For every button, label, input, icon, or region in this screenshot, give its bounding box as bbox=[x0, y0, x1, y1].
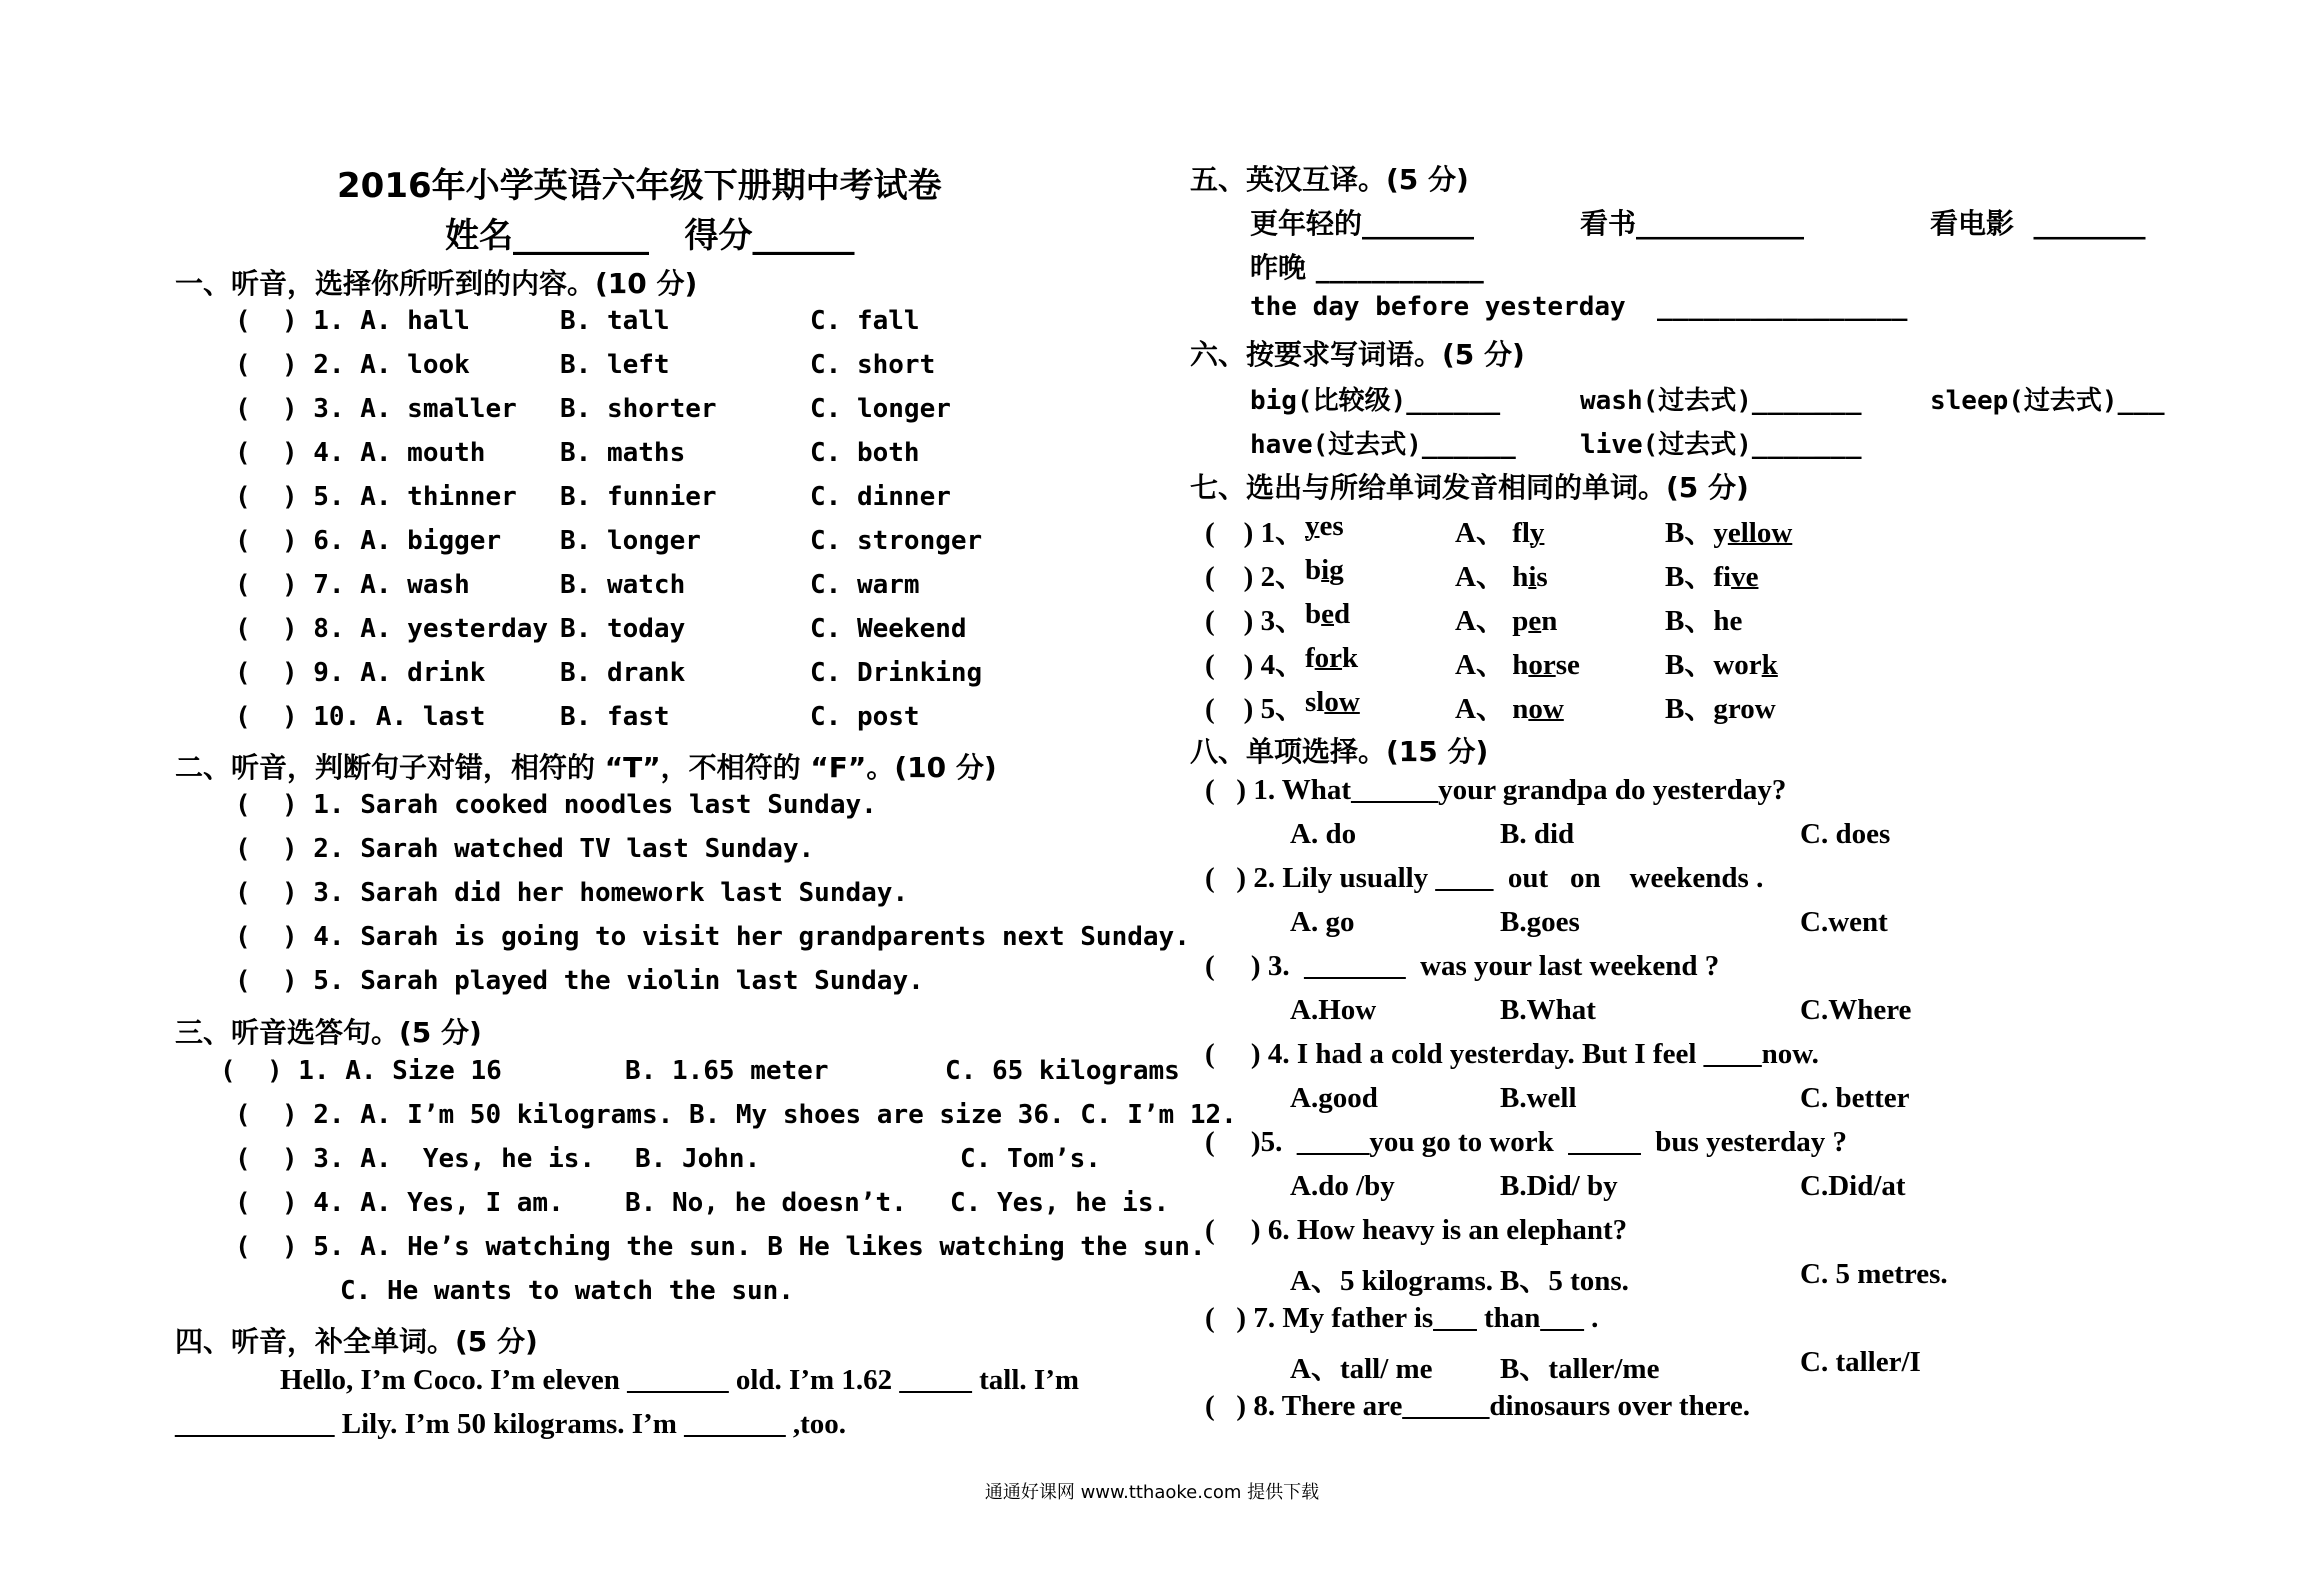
s3-q4-b: B. No, he doesn’t. bbox=[625, 1188, 907, 1218]
s3-q3-b: B. John. bbox=[635, 1144, 761, 1174]
s8-q-3-opt-2: B.What bbox=[1500, 994, 1596, 1026]
s8-q-4-opt-2: B.well bbox=[1500, 1082, 1577, 1114]
s8-q-1-opt-3: C. does bbox=[1800, 818, 1891, 850]
s1-row-7-b: B. watch bbox=[560, 570, 686, 600]
s8-q-6: ( ) 6. How heavy is an elephant? bbox=[1205, 1214, 1628, 1246]
s8-q-7-opt-3: C. taller/I bbox=[1800, 1346, 1921, 1378]
s8-q-6-opt-1: A、5 kilograms. bbox=[1290, 1265, 1494, 1297]
s1-row-3-b: B. shorter bbox=[560, 394, 717, 424]
s7-row-5-w: slow bbox=[1305, 686, 1360, 718]
s7-row-2-w: big bbox=[1305, 554, 1344, 586]
s1-row-10-c: C. post bbox=[810, 702, 920, 732]
s7-row-3: ( ) 3、 bbox=[1205, 605, 1305, 637]
s3-q3: ( ) 3. A. Yes, he is. bbox=[235, 1144, 596, 1174]
s8-q-1-opt-1: A. do bbox=[1290, 818, 1357, 850]
section-5-heading: 五、英汉互译。(5 分) bbox=[1190, 163, 1469, 196]
s1-row-9-c: C. Drinking bbox=[810, 658, 983, 688]
s7-row-2-b: B、five bbox=[1665, 561, 1759, 593]
s8-q-6-opt-2: B、5 tons. bbox=[1500, 1265, 1629, 1297]
s8-q-1-opt-2: B. did bbox=[1500, 818, 1575, 850]
s7-row-4-a: A、 horse bbox=[1455, 649, 1580, 681]
s1-row-2: ( ) 2. A. look bbox=[235, 350, 470, 380]
s1-row-5: ( ) 5. A. thinner bbox=[235, 482, 517, 512]
s1-row-6: ( ) 6. A. bigger bbox=[235, 526, 502, 556]
s6-item-d: have(过去式)______ bbox=[1250, 430, 1516, 460]
s1-row-1-b: B. tall bbox=[560, 306, 670, 336]
section-2-heading: 二、听音，判断句子对错，相符的 “T”，不相符的 “F”。(10 分) bbox=[175, 751, 997, 784]
s5-item-c: 看电影 ________ bbox=[1930, 207, 2146, 240]
name-score-line: 姓名________ 得分______ bbox=[445, 216, 855, 256]
s1-row-3-c: C. longer bbox=[810, 394, 951, 424]
s3-q3-c: C. Tom’s. bbox=[960, 1144, 1101, 1174]
s8-q-5-opt-3: C.Did/at bbox=[1800, 1170, 1906, 1202]
s1-row-2-c: C. short bbox=[810, 350, 936, 380]
s3-q5: ( ) 5. A. He’s watching the sun. B He likes watching the sun. bbox=[235, 1232, 1206, 1262]
s4-line-1: Hello, I’m Coco. I’m eleven _______ old. I’m 1.62 _____ tall. I’m bbox=[280, 1364, 1080, 1396]
section-8-heading: 八、单项选择。(15 分) bbox=[1190, 735, 1489, 768]
s1-row-7-c: C. warm bbox=[810, 570, 920, 600]
s8-q-2-opt-1: A. go bbox=[1290, 906, 1355, 938]
s8-q-3-opt-3: C.Where bbox=[1800, 994, 1912, 1026]
s3-q4: ( ) 4. A. Yes, I am. bbox=[235, 1188, 564, 1218]
s7-row-4-b: B、work bbox=[1665, 649, 1778, 681]
s7-row-4: ( ) 4、 bbox=[1205, 649, 1305, 681]
s1-row-4-c: C. both bbox=[810, 438, 920, 468]
s7-row-3-b: B、he bbox=[1665, 605, 1743, 637]
s8-q-5: ( )5. _____you go to work _____ bus yesterday ? bbox=[1205, 1126, 1848, 1158]
s3-q2: ( ) 2. A. I’m 50 kilograms. B. My shoes are size 36. C. I’m 12. bbox=[235, 1100, 1237, 1130]
section-6-heading: 六、按要求写词语。(5 分) bbox=[1190, 338, 1525, 371]
s3-q1-b: B. 1.65 meter bbox=[625, 1056, 829, 1086]
s2-row-1: ( ) 1. Sarah cooked noodles last Sunday. bbox=[235, 790, 877, 820]
s7-row-1-a: A、 fly bbox=[1455, 517, 1545, 549]
section-1-heading: 一、听音，选择你所听到的内容。(10 分) bbox=[175, 267, 698, 300]
s6-item-e: live(过去式)_______ bbox=[1580, 430, 1862, 460]
s7-row-3-a: A、 pen bbox=[1455, 605, 1558, 637]
s7-row-5-b: B、grow bbox=[1665, 693, 1776, 725]
s2-row-4: ( ) 4. Sarah is going to visit her grandparents next Sunday. bbox=[235, 922, 1190, 952]
s8-q-3-opt-1: A.How bbox=[1290, 994, 1377, 1026]
s4-line-2: ___________ Lily. I’m 50 kilograms. I’m _______ ,too. bbox=[175, 1408, 847, 1440]
s1-row-5-c: C. dinner bbox=[810, 482, 951, 512]
s7-row-1-b: B、yellow bbox=[1665, 517, 1793, 549]
s7-row-1: ( ) 1、 bbox=[1205, 517, 1305, 549]
s7-row-5-a: A、 now bbox=[1455, 693, 1564, 725]
s3-q5-c: C. He wants to watch the sun. bbox=[340, 1276, 794, 1306]
s3-q1-c: C. 65 kilograms bbox=[945, 1056, 1180, 1086]
s8-q-8: ( ) 8. There are______dinosaurs over there. bbox=[1205, 1390, 1751, 1422]
s6-item-c: sleep(过去式)___ bbox=[1930, 386, 2165, 416]
s1-row-8: ( ) 8. A. yesterday bbox=[235, 614, 549, 644]
s1-row-8-c: C. Weekend bbox=[810, 614, 967, 644]
s1-row-6-b: B. longer bbox=[560, 526, 701, 556]
s7-row-3-w: bed bbox=[1305, 598, 1351, 630]
s1-row-2-b: B. left bbox=[560, 350, 670, 380]
s1-row-7: ( ) 7. A. wash bbox=[235, 570, 470, 600]
s1-row-3: ( ) 3. A. smaller bbox=[235, 394, 517, 424]
s6-item-b: wash(过去式)_______ bbox=[1580, 386, 1862, 416]
s8-q-5-opt-1: A.do /by bbox=[1290, 1170, 1395, 1202]
s7-row-2: ( ) 2、 bbox=[1205, 561, 1305, 593]
s1-row-1-c: C. fall bbox=[810, 306, 920, 336]
s3-q4-c: C. Yes, he is. bbox=[950, 1188, 1170, 1218]
s8-q-7: ( ) 7. My father is___ than___ . bbox=[1205, 1302, 1599, 1334]
s8-q-2-opt-2: B.goes bbox=[1500, 906, 1580, 938]
s8-q-2: ( ) 2. Lily usually ____ out on weekends . bbox=[1205, 862, 1764, 894]
footer-credit: 通通好课网 www.tthaoke.com 提供下载 bbox=[984, 1482, 1320, 1503]
s8-q-7-opt-1: A、tall/ me bbox=[1290, 1353, 1433, 1385]
s1-row-8-b: B. today bbox=[560, 614, 686, 644]
s8-q-5-opt-2: B.Did/ by bbox=[1500, 1170, 1618, 1202]
section-7-heading: 七、选出与所给单词发音相同的单词。(5 分) bbox=[1190, 471, 1749, 504]
s1-row-10: ( ) 10. A. last bbox=[235, 702, 486, 732]
s8-q-4-opt-3: C. better bbox=[1800, 1082, 1910, 1114]
s7-row-4-w: fork bbox=[1305, 642, 1359, 674]
section-3-heading: 三、听音选答句。(5 分) bbox=[175, 1016, 482, 1049]
s7-row-1-w: yes bbox=[1305, 510, 1344, 542]
s1-row-5-b: B. funnier bbox=[560, 482, 717, 512]
s8-q-4-opt-1: A.good bbox=[1290, 1082, 1378, 1114]
s5-item-b: 看书____________ bbox=[1580, 207, 1805, 240]
s5-item-e: the day before yesterday ________________ bbox=[1250, 292, 1908, 322]
s1-row-4: ( ) 4. A. mouth bbox=[235, 438, 486, 468]
section-4-heading: 四、听音，补全单词。(5 分) bbox=[175, 1325, 538, 1358]
s8-q-6-opt-3: C. 5 metres. bbox=[1800, 1258, 1948, 1290]
s1-row-9: ( ) 9. A. drink bbox=[235, 658, 486, 688]
s2-row-3: ( ) 3. Sarah did her homework last Sunday. bbox=[235, 878, 909, 908]
s8-q-2-opt-3: C.went bbox=[1800, 906, 1888, 938]
s7-row-2-a: A、 his bbox=[1455, 561, 1548, 593]
s8-q-4: ( ) 4. I had a cold yesterday. But I feel ____now. bbox=[1205, 1038, 1819, 1070]
s1-row-1: ( ) 1. A. hall bbox=[235, 306, 470, 336]
s7-row-5: ( ) 5、 bbox=[1205, 693, 1305, 725]
s3-q1: ( ) 1. A. Size 16 bbox=[220, 1056, 502, 1086]
s5-item-a: 更年轻的________ bbox=[1250, 207, 1475, 240]
s1-row-10-b: B. fast bbox=[560, 702, 670, 732]
s2-row-2: ( ) 2. Sarah watched TV last Sunday. bbox=[235, 834, 815, 864]
s5-item-d: 昨晚 ____________ bbox=[1250, 251, 1484, 284]
s6-item-a: big(比较级)______ bbox=[1250, 386, 1501, 416]
s8-q-1: ( ) 1. What______your grandpa do yesterday? bbox=[1205, 774, 1787, 806]
s2-row-5: ( ) 5. Sarah played the violin last Sunday. bbox=[235, 966, 924, 996]
s1-row-6-c: C. stronger bbox=[810, 526, 983, 556]
s8-q-3: ( ) 3. _______ was your last weekend ? bbox=[1205, 950, 1720, 982]
exam-title: 2016年小学英语六年级下册期中考试卷 bbox=[337, 166, 942, 206]
s1-row-4-b: B. maths bbox=[560, 438, 686, 468]
s8-q-7-opt-2: B、taller/me bbox=[1500, 1353, 1660, 1385]
s1-row-9-b: B. drank bbox=[560, 658, 686, 688]
